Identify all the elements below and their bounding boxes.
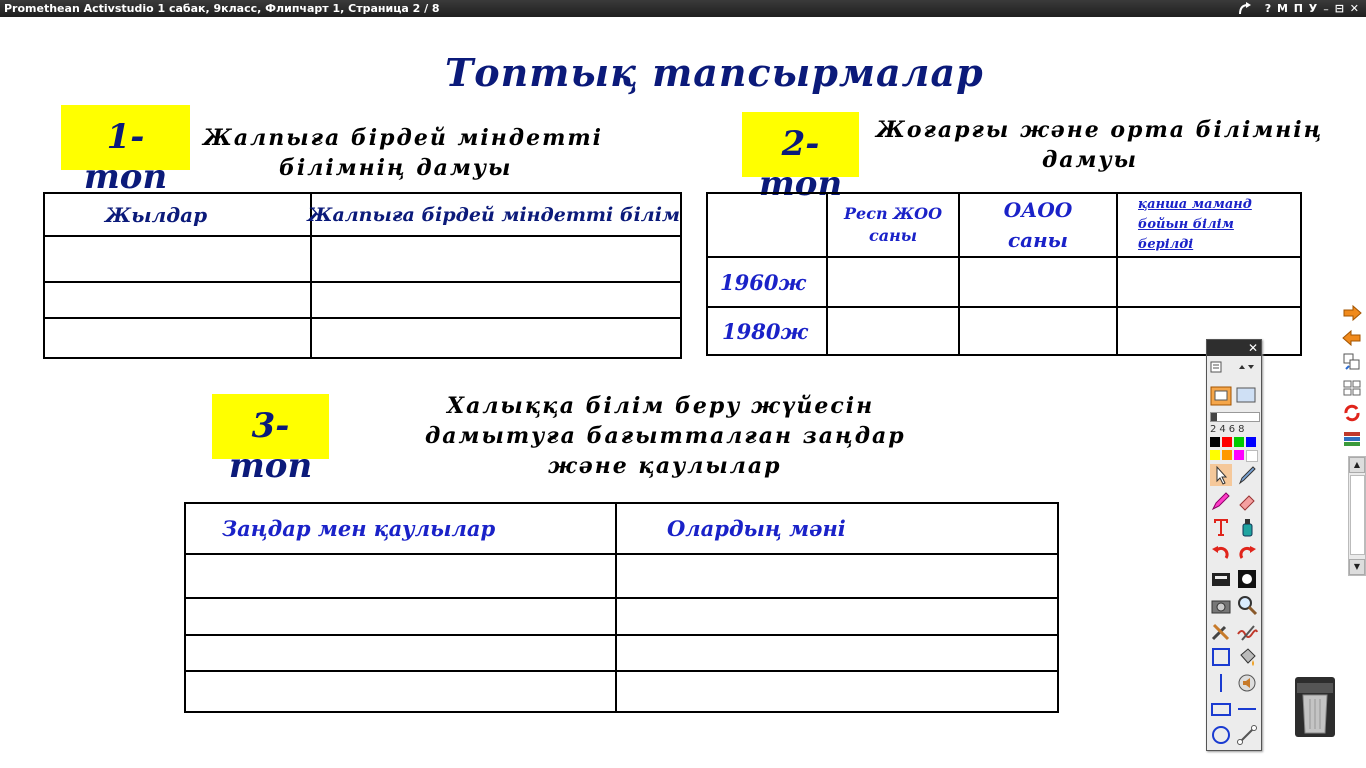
camera-icon[interactable] xyxy=(1210,594,1232,616)
reveal-icon[interactable] xyxy=(1210,568,1232,590)
square-icon[interactable] xyxy=(1210,646,1232,668)
table-header-cell: Заңдар мен қаулылар xyxy=(185,503,616,554)
page-heading: Топтық тапсырмалар xyxy=(445,50,984,95)
table-cell[interactable] xyxy=(44,282,311,318)
group3-badge: 3-топ xyxy=(212,394,329,459)
table-cell[interactable] xyxy=(1117,257,1301,307)
color-swatch[interactable] xyxy=(1222,450,1232,460)
trash-icon xyxy=(1295,677,1335,737)
table-header-cell: Олардың мәні xyxy=(616,503,1058,554)
group2-table xyxy=(706,192,1302,356)
toolbox-menu-icon[interactable] xyxy=(1210,360,1258,374)
table-header-cell: қанша маманд бойын білім берілді xyxy=(1117,193,1301,257)
color-swatch[interactable] xyxy=(1234,437,1244,447)
table-header-cell: Жалпыға бірдей міндетті білім xyxy=(311,193,681,236)
pen-width-options[interactable]: 2468 xyxy=(1210,424,1248,435)
table-cell[interactable] xyxy=(185,671,616,712)
table-cell[interactable] xyxy=(959,307,1117,355)
redo-icon[interactable] xyxy=(1236,542,1258,564)
vertical-scrollbar[interactable] xyxy=(1348,456,1366,576)
table-cell[interactable] xyxy=(311,282,681,318)
eraser-icon[interactable] xyxy=(1236,490,1258,512)
circle-icon[interactable] xyxy=(1210,724,1232,746)
table-header-cell: ОАОО саны xyxy=(959,193,1117,257)
table-cell[interactable] xyxy=(827,257,959,307)
tools-icon[interactable] xyxy=(1210,620,1232,642)
toolbox-header[interactable] xyxy=(1207,340,1261,356)
trash-can[interactable] xyxy=(1295,677,1335,737)
table-cell[interactable] xyxy=(185,554,616,599)
line-icon[interactable] xyxy=(1210,672,1232,694)
color-swatch[interactable] xyxy=(1234,450,1244,460)
color-swatch[interactable] xyxy=(1210,450,1220,460)
group2-caption-line2: дамуы xyxy=(1042,147,1139,173)
group2-caption-line1: Жоғарғы және орта білімнің xyxy=(876,117,1324,143)
undo-icon[interactable] xyxy=(1210,542,1232,564)
refresh-icon[interactable] xyxy=(1341,403,1363,423)
group3-caption-line1: Халыққа білім беру жүйесін xyxy=(447,393,875,419)
color-swatch[interactable] xyxy=(1222,437,1232,447)
table-cell: 1980ж xyxy=(707,307,827,355)
straight-line-icon[interactable] xyxy=(1236,698,1258,720)
table-cell[interactable] xyxy=(44,236,311,282)
handwriting-icon[interactable] xyxy=(1236,620,1258,642)
next-page-icon[interactable] xyxy=(1341,303,1363,323)
table-cell[interactable] xyxy=(311,236,681,282)
table-cell[interactable] xyxy=(185,598,616,635)
connector-icon[interactable] xyxy=(1236,724,1258,746)
table-cell[interactable] xyxy=(616,635,1058,672)
group3-caption-line3: және қаулылар xyxy=(548,453,782,479)
text-icon[interactable] xyxy=(1210,516,1232,538)
fill-icon[interactable] xyxy=(1236,516,1258,538)
resource-library-icon[interactable] xyxy=(1341,428,1363,448)
rectangle-icon[interactable] xyxy=(1210,698,1232,720)
table-cell[interactable] xyxy=(311,318,681,358)
table-cell[interactable] xyxy=(616,598,1058,635)
table-cell[interactable] xyxy=(185,635,616,672)
main-toolbox xyxy=(1206,339,1262,751)
window-title: Promethean Activstudio 1 сабак, 9класс, Флипчарт 1, Страница 2 / 8 xyxy=(4,2,440,15)
close-icon[interactable]: ✕ xyxy=(1247,341,1258,355)
group1-caption-line2: білімнің дамуы xyxy=(279,155,513,181)
color-swatch[interactable] xyxy=(1246,450,1258,462)
pen-icon[interactable] xyxy=(1236,464,1258,486)
table-cell[interactable] xyxy=(616,671,1058,712)
group3-table xyxy=(184,502,1059,713)
table-header-cell: Респ ЖОО саны xyxy=(827,193,959,257)
magnifier-icon[interactable] xyxy=(1236,594,1258,616)
color-swatch[interactable] xyxy=(1210,437,1220,447)
scroll-thumb[interactable] xyxy=(1350,475,1365,555)
title-bar xyxy=(0,0,1366,17)
scroll-up-button[interactable]: ▲ xyxy=(1349,457,1365,473)
page-grid-icon[interactable] xyxy=(1341,378,1363,398)
scroll-down-button[interactable]: ▼ xyxy=(1349,559,1365,575)
select-icon[interactable] xyxy=(1210,464,1232,486)
group3-caption-line2: дамытуға бағытталған заңдар xyxy=(425,423,906,449)
table-cell[interactable] xyxy=(959,257,1117,307)
window-controls[interactable]: ? М П У ₋ ⊟ ✕ xyxy=(1264,2,1360,15)
group1-badge: 1- топ xyxy=(61,105,190,170)
pen-width-slider[interactable] xyxy=(1210,412,1260,422)
paint-bucket-icon[interactable] xyxy=(1236,646,1258,668)
redo-arrow-icon[interactable] xyxy=(1236,0,1254,17)
mode-switch-icon[interactable] xyxy=(1210,386,1258,408)
table-cell[interactable] xyxy=(44,318,311,358)
group1-caption-line1: Жалпыға бірдей міндетті xyxy=(203,125,603,151)
sound-icon[interactable] xyxy=(1236,672,1258,694)
highlighter-icon[interactable] xyxy=(1210,490,1232,512)
table-cell[interactable] xyxy=(827,307,959,355)
spotlight-icon[interactable] xyxy=(1236,568,1258,590)
page-organizer-icon[interactable] xyxy=(1341,352,1363,372)
group1-table xyxy=(43,192,682,359)
table-cell[interactable] xyxy=(616,554,1058,599)
table-header-cell: Жылдар xyxy=(44,193,311,236)
table-cell: 1960ж xyxy=(707,257,827,307)
color-swatch[interactable] xyxy=(1246,437,1256,447)
table-header-cell xyxy=(707,193,827,257)
group2-badge: 2-топ xyxy=(742,112,859,177)
previous-page-icon[interactable] xyxy=(1341,328,1363,348)
